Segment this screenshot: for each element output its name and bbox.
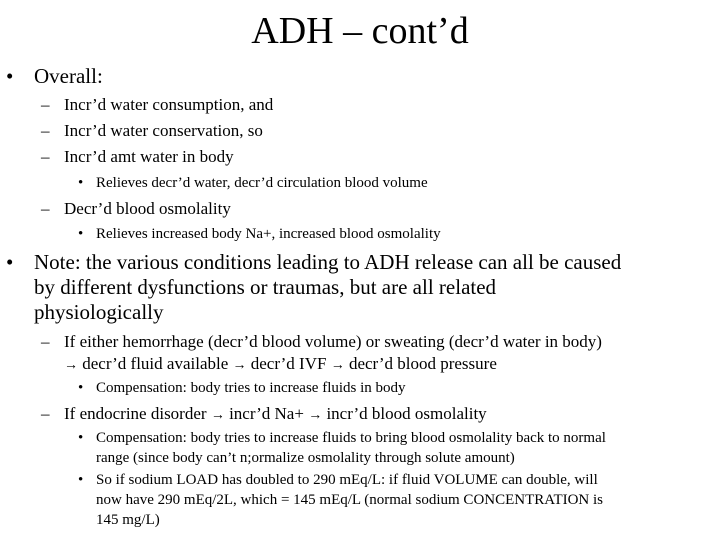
decr-osmolality-item	[41, 198, 231, 220]
sub-text: Compensation: body tries to increase fluids in body	[96, 380, 406, 396]
item-text: Incr’d water conservation, so	[64, 121, 263, 140]
item-fragment: incr’d Na+	[224, 404, 309, 423]
item-fragment: decr’d IVF	[246, 354, 331, 373]
dash-marker: –	[41, 121, 50, 140]
note-line: by different dysfunctions or traumas, but are all related	[34, 275, 497, 299]
sub-text: Relieves decr’d water, decr’d circulation blood volume	[96, 175, 428, 191]
bullet-overall	[6, 64, 103, 89]
hemorrhage-item	[41, 331, 602, 377]
dash-marker: –	[41, 332, 50, 351]
endocrine-item	[41, 403, 487, 427]
note-line: Note: the various conditions leading to ADH release can all be caused	[34, 250, 622, 274]
dash-marker: –	[41, 199, 50, 218]
overall-item	[41, 146, 234, 168]
sub-text: range (since body can’t n;ormalize osmolality through solute amount)	[96, 450, 515, 466]
dash-marker: –	[41, 147, 50, 166]
item-text: Incr’d amt water in body	[64, 147, 234, 166]
dash-marker: –	[41, 95, 50, 114]
sub-text: Relieves increased body Na+, increased blood osmolality	[96, 226, 441, 242]
note-line: physiologically	[34, 300, 164, 324]
arrow-icon: →	[64, 358, 78, 373]
sub-text: So if sodium LOAD has doubled to 290 mEq/L: if fluid VOLUME can double, will	[96, 472, 598, 488]
item-text: Incr’d water consumption, and	[64, 95, 274, 114]
slide-title: ADH – cont’d	[251, 10, 469, 52]
item-fragment: decr’d blood pressure	[344, 354, 497, 373]
sub-text: 145 mg/L)	[96, 512, 160, 528]
arrow-icon: →	[210, 408, 225, 423]
bullet-text: Overall:	[34, 64, 103, 88]
bullet-marker: •	[78, 472, 84, 488]
arrow-icon: →	[330, 358, 345, 373]
bullet-marker: •	[6, 250, 14, 274]
sub-bullet	[78, 378, 406, 398]
bullet-marker: •	[78, 175, 84, 191]
dash-marker: –	[41, 404, 50, 423]
arrow-icon: →	[232, 358, 247, 373]
sub-bullet	[78, 470, 604, 530]
sub-bullet	[78, 428, 606, 468]
item-fragment: incr’d blood osmolality	[322, 404, 487, 423]
item-text: If either hemorrhage (decr’d blood volume) or sweating (decr’d water in body)	[64, 332, 602, 351]
sub-bullet	[78, 173, 428, 193]
sub-text: now have 290 mEq/2L, which = 145 mEq/L (normal sodium CONCENTRATION is	[96, 492, 604, 508]
bullet-note	[6, 250, 622, 325]
overall-item	[41, 94, 274, 116]
item-text-cont	[64, 353, 602, 377]
sub-bullet	[78, 224, 441, 244]
bullet-marker: •	[6, 64, 14, 88]
bullet-marker: •	[78, 380, 84, 396]
overall-item	[41, 120, 263, 142]
sub-text: Compensation: body tries to increase fluids to bring blood osmolality back to normal	[96, 430, 606, 446]
arrow-icon: →	[308, 408, 323, 423]
item-text: Decr’d blood osmolality	[64, 199, 231, 218]
item-fragment: If endocrine disorder	[64, 404, 211, 423]
bullet-marker: •	[78, 226, 84, 242]
item-fragment: decr’d fluid available	[78, 354, 233, 373]
bullet-marker: •	[78, 430, 84, 446]
